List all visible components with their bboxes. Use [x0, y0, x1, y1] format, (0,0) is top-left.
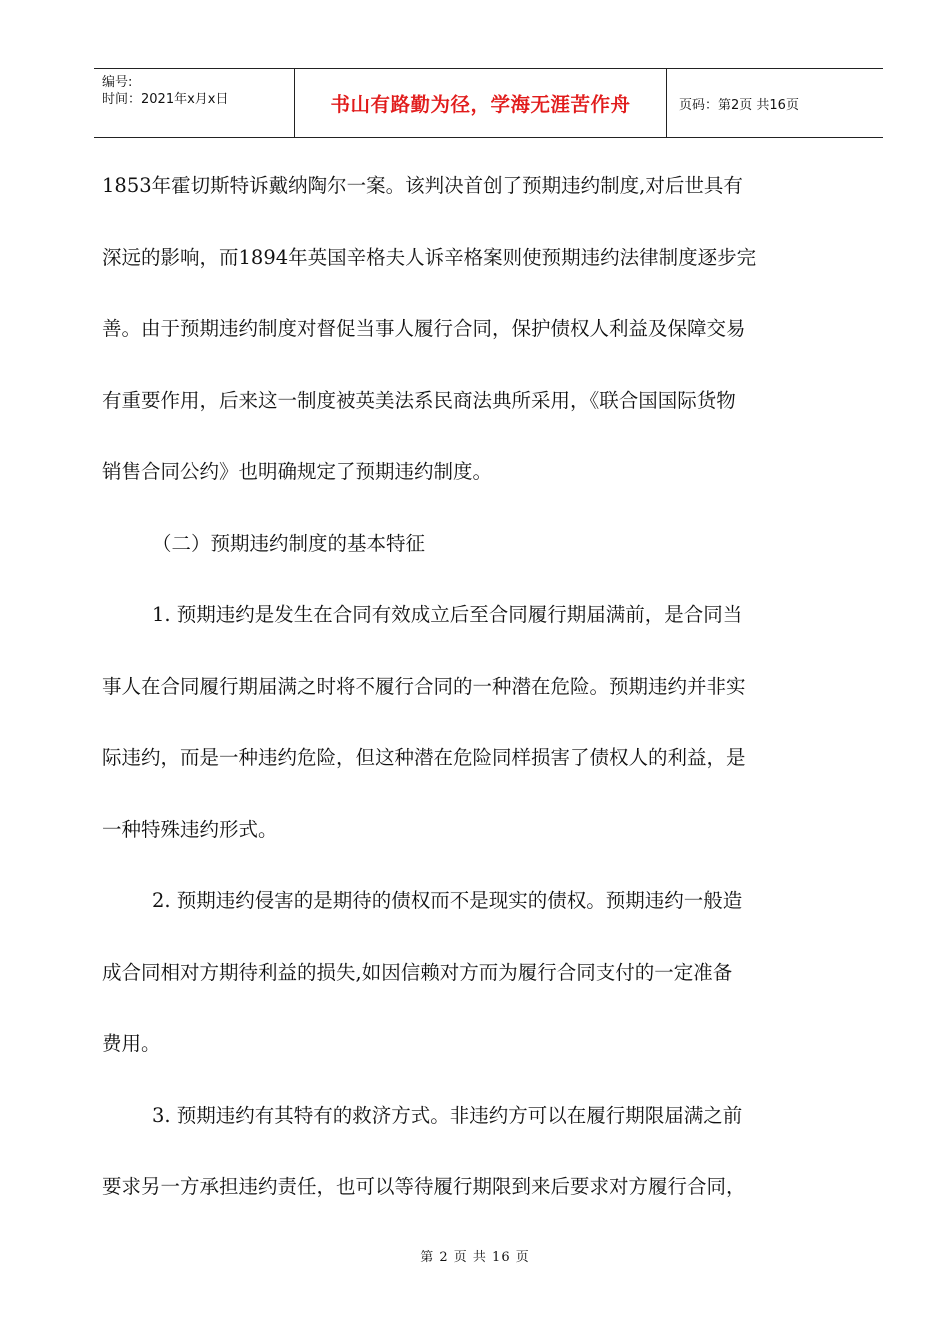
body-line: 深远的影响，而1894年英国辛格夫人诉辛格案则使预期违约法律制度逐步完	[102, 245, 757, 269]
footer-page-number: 第 2 页 共 16 页	[420, 1250, 530, 1265]
body-line: 1. 预期违约是发生在合同有效成立后至合同履行期届满前，是合同当	[152, 603, 743, 626]
header-page-cell	[667, 69, 883, 137]
body-line: 销售合同公约》也明确规定了预期违约制度。	[102, 460, 493, 483]
doc-number-label: 编号:	[102, 75, 133, 90]
body-line: 2. 预期违约侵害的是期待的债权而不是现实的债权。预期违约一般造	[152, 889, 743, 912]
body-line: 要求另一方承担违约责任，也可以等待履行期限到来后要求对方履行合同，	[102, 1175, 746, 1198]
section-heading: （二）预期违约制度的基本特征	[152, 531, 426, 555]
header-meta-cell	[94, 69, 295, 137]
time-label: 时间：2021年x月x日	[102, 92, 229, 107]
header-motto: 书山有路勤为径，学海无涯苦作舟	[330, 93, 631, 116]
body-line: 际违约，而是一种违约危险，但这种潜在危险同样损害了债权人的利益，是	[102, 746, 746, 769]
page-header	[94, 68, 883, 138]
body-line: 有重要作用，后来这一制度被英美法系民商法典所采用，《联合国国际货物	[102, 388, 736, 412]
body-line: 事人在合同履行期届满之时将不履行合同的一种潜在危险。预期违约并非实	[102, 674, 746, 698]
body-line: 善。由于预期违约制度对督促当事人履行合同，保护债权人利益及保障交易	[102, 317, 746, 340]
header-motto-cell	[295, 69, 667, 137]
body-line: 费用。	[102, 1032, 161, 1055]
body-line: 成合同相对方期待利益的损失,如因信赖对方而为履行合同支付的一定准备	[102, 960, 733, 984]
body-line: 1853年霍切斯特诉戴纳陶尔一案。该判决首创了预期违约制度,对后世具有	[102, 174, 743, 197]
header-page-info: 页码：第2页 共16页	[679, 97, 799, 113]
body-line: 3. 预期违约有其特有的救济方式。非违约方可以在履行期限届满之前	[152, 1103, 743, 1127]
document-body	[102, 162, 848, 1235]
page-footer	[0, 1246, 950, 1265]
body-line: 一种特殊违约形式。	[102, 817, 278, 841]
